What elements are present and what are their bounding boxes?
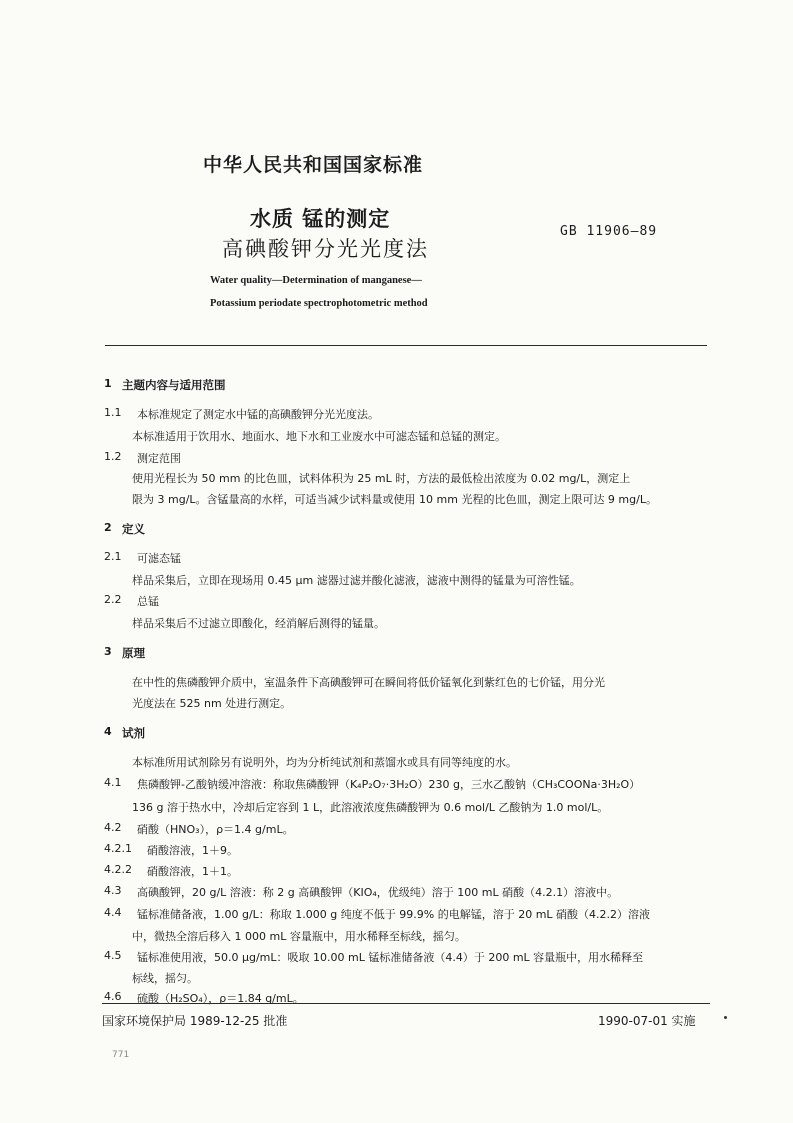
section-number: 3 bbox=[104, 645, 112, 658]
page-number: 771 bbox=[112, 1050, 130, 1060]
clause-number: 2.1 bbox=[104, 550, 122, 563]
body-text-line: 硝酸溶液，1＋1。 bbox=[147, 865, 238, 878]
body-text-line: 高碘酸钾，20 g/L 溶液：称 2 g 高碘酸钾（KIO₄，优级纯）溶于 100 mL 硝酸（4.2.1）溶液中。 bbox=[137, 886, 619, 899]
body-text-line: 中，微热全溶后移入 1 000 mL 容量瓶中，用水稀释至标线，摇匀。 bbox=[132, 930, 466, 943]
section-heading: 定义 bbox=[122, 522, 145, 536]
clause-number: 1.2 bbox=[104, 450, 122, 463]
issuing-authority: 中华人民共和国国家标准 bbox=[203, 154, 424, 176]
clause-number: 4.2 bbox=[104, 821, 122, 834]
footer-divider bbox=[102, 1003, 710, 1004]
body-text-line: 本标准规定了测定水中锰的高碘酸钾分光光度法。 bbox=[137, 408, 379, 421]
clause-number: 4.3 bbox=[104, 884, 122, 897]
clause-number: 4.2.1 bbox=[104, 842, 132, 855]
body-text-line: 样品采集后，立即在现场用 0.45 μm 滤器过滤并酸化滤液，滤液中测得的锰量为可溶性锰。 bbox=[132, 574, 581, 587]
section-number: 1 bbox=[104, 377, 112, 390]
body-text-line: 本标准所用试剂除另有说明外，均为分析纯试剂和蒸馏水或具有同等纯度的水。 bbox=[132, 756, 517, 769]
body-text-line: 总锰 bbox=[137, 595, 159, 608]
title-line-1: 水质 锰的测定 bbox=[250, 207, 391, 231]
body-text-line: 可滤态锰 bbox=[137, 552, 181, 565]
section-heading: 试剂 bbox=[122, 726, 145, 740]
body-text-line: 光度法在 525 nm 处进行测定。 bbox=[132, 697, 292, 710]
english-title-line-1: Water quality—Determination of manganese— bbox=[210, 275, 422, 286]
clause-number: 4.5 bbox=[104, 949, 122, 962]
approval-note: 国家环境保护局 1989-12-25 批准 bbox=[102, 1014, 288, 1028]
header-divider bbox=[105, 345, 707, 346]
body-text-line: 样品采集后不过滤立即酸化，经消解后测得的锰量。 bbox=[132, 617, 385, 630]
english-title-line-2: Potassium periodate spectrophotometric method bbox=[210, 298, 428, 309]
body-text-line: 使用光程长为 50 mm 的比色皿，试料体积为 25 mL 时，方法的最低检出浓度为 0.02 mg/L，测定上 bbox=[132, 472, 631, 485]
clause-number: 4.6 bbox=[104, 990, 122, 1003]
title-line-2: 高碘酸钾分光光度法 bbox=[222, 237, 429, 261]
body-text-line: 锰标准储备液，1.00 g/L：称取 1.000 g 纯度不低于 99.9% 的电解锰，溶于 20 mL 硝酸（4.2.2）溶液 bbox=[137, 908, 651, 921]
body-text-line: 测定范围 bbox=[137, 452, 181, 465]
body-text-line: 锰标准使用液，50.0 μg/mL：吸取 10.00 mL 锰标准储备液（4.4）于 200 mL 容量瓶中，用水稀释至 bbox=[137, 951, 644, 964]
clause-number: 4.1 bbox=[104, 776, 122, 789]
body-text-line: 硝酸（HNO₃），ρ＝1.4 g/mL。 bbox=[137, 823, 294, 836]
body-text-line: 硫酸（H₂SO₄），ρ＝1.84 g/mL。 bbox=[137, 992, 304, 1005]
body-text-line: 在中性的焦磷酸钾介质中，室温条件下高碘酸钾可在瞬间将低价锰氧化到紫红色的七价锰，用分光 bbox=[132, 676, 605, 689]
section-number: 4 bbox=[104, 725, 112, 738]
clause-number: 1.1 bbox=[104, 406, 122, 419]
body-text-line: 136 g 溶于热水中，冷却后定容到 1 L，此溶液浓度焦磷酸钾为 0.6 mol/L 乙酸钠为 1.0 mol/L。 bbox=[132, 801, 609, 814]
standard-code: GB 11906—89 bbox=[560, 224, 658, 239]
body-text-line: 标线，摇匀。 bbox=[132, 972, 198, 985]
scan-dot bbox=[724, 1016, 727, 1019]
clause-number: 4.4 bbox=[104, 906, 122, 919]
body-text-line: 限为 3 mg/L。含锰量高的水样，可适当减少试料量或使用 10 mm 光程的比色皿，测定上限可达 9 mg/L。 bbox=[132, 493, 657, 506]
implementation-date: 1990-07-01 实施 bbox=[598, 1014, 696, 1028]
body-text-line: 硝酸溶液，1＋9。 bbox=[147, 844, 238, 857]
section-heading: 原理 bbox=[122, 646, 145, 660]
clause-number: 4.2.2 bbox=[104, 863, 132, 876]
body-text-line: 焦磷酸钾-乙酸钠缓冲溶液：称取焦磷酸钾（K₄P₂O₇·3H₂O）230 g，三水乙酸钠（CH₃COONa·3H₂O） bbox=[137, 778, 641, 791]
section-number: 2 bbox=[104, 521, 112, 534]
clause-number: 2.2 bbox=[104, 593, 122, 606]
body-text-line: 本标准适用于饮用水、地面水、地下水和工业废水中可滤态锰和总锰的测定。 bbox=[132, 430, 506, 443]
section-heading: 主题内容与适用范围 bbox=[122, 378, 226, 392]
